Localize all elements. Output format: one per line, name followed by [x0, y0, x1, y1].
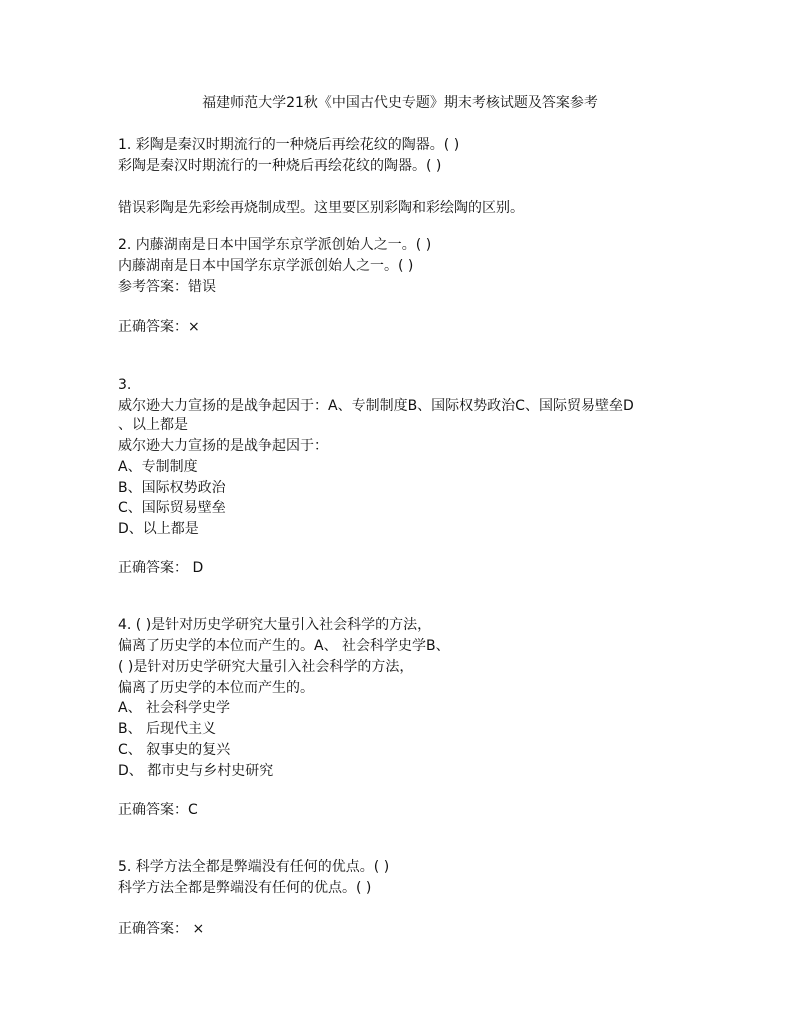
q4-option-d: D、 都市史与乡村史研究	[118, 763, 274, 779]
q2-answer: 正确答案：×	[118, 319, 200, 335]
q2-repeat: 内藤湖南是日本中国学东京学派创始人之一。( )	[118, 258, 414, 274]
q4-option-c: C、 叙事史的复兴	[118, 742, 231, 758]
q1-stem: 1. 彩陶是秦汉时期流行的一种烧后再绘花纹的陶器。( )	[118, 137, 460, 153]
q4-option-a: A、 社会科学史学	[118, 700, 231, 716]
q4-repeat-line1: ( )是针对历史学研究大量引入社会科学的方法，	[118, 659, 414, 675]
q3-repeat: 威尔逊大力宣扬的是战争起因于：	[118, 438, 328, 454]
q3-stem-line1: 威尔逊大力宣扬的是战争起因于：A、专制制度B、国际权势政治C、国际贸易壁垒D	[118, 398, 634, 414]
q3-option-c: C、国际贸易壁垒	[118, 500, 226, 516]
q5-stem: 5. 科学方法全都是弊端没有任何的优点。( )	[118, 859, 390, 875]
q4-option-b: B、 后现代主义	[118, 721, 217, 737]
q3-option-d: D、以上都是	[118, 521, 199, 537]
q4-stem-line1: 4. ( )是针对历史学研究大量引入社会科学的方法，	[118, 617, 432, 633]
q4-stem-line2: 偏离了历史学的本位而产生的。A、 社会科学史学B、	[118, 638, 450, 654]
q4-answer: 正确答案：C	[118, 802, 198, 818]
document-title: 福建师范大学21秋《中国古代史专题》期末考核试题及答案参考	[202, 95, 598, 111]
q2-stem: 2. 内藤湖南是日本中国学东京学派创始人之一。( )	[118, 237, 432, 253]
q4-repeat-line2: 偏离了历史学的本位而产生的。	[118, 680, 314, 696]
q5-answer: 正确答案： ×	[118, 921, 205, 937]
q5-repeat: 科学方法全都是弊端没有任何的优点。( )	[118, 880, 372, 896]
q1-answer: 错误彩陶是先彩绘再烧制成型。这里要区别彩陶和彩绘陶的区别。	[118, 200, 524, 216]
q3-option-a: A、专制制度	[118, 459, 198, 475]
q3-option-b: B、国际权势政治	[118, 480, 226, 496]
q1-repeat: 彩陶是秦汉时期流行的一种烧后再绘花纹的陶器。( )	[118, 158, 442, 174]
q3-answer: 正确答案： D	[118, 560, 204, 576]
q3-number: 3.	[118, 377, 132, 393]
q3-stem-line2: 、以上都是	[118, 417, 188, 433]
q2-reference-answer: 参考答案：错误	[118, 279, 216, 295]
